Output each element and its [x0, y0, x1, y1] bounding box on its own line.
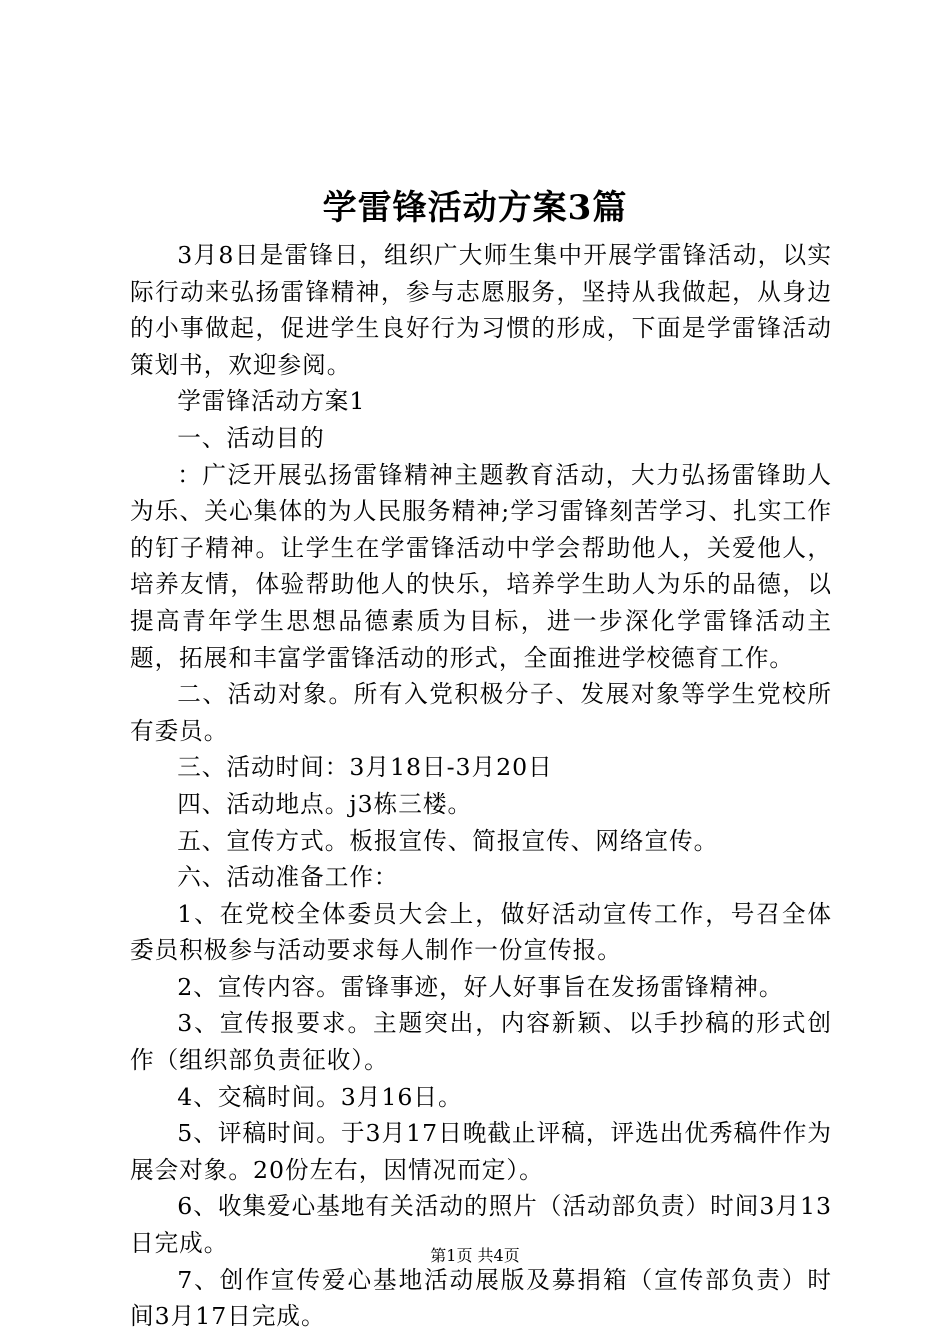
paragraph-plan-heading: 学雷锋活动方案1 [177, 387, 366, 416]
paragraph-item-1: 1、在党校全体委员大会上，做好活动宣传工作，号召全体委员积极参与活动要求每人制作一份宣传报。 [130, 899, 832, 965]
paragraph-target: 二、活动对象。所有入党积极分子、发展对象等学生党校所有委员。 [130, 680, 832, 745]
page-number-footer: 第1页 共4页 [430, 1246, 520, 1265]
paragraph-item-4: 4、交稿时间。3月16日。 [177, 1082, 463, 1111]
document-title: 学雷锋活动方案3篇 [322, 188, 628, 228]
paragraph-item-3: 3、宣传报要求。主题突出，内容新颖、以手抄稿的形式创作（组织部负责征收）。 [130, 1009, 832, 1075]
paragraph-time: 三、活动时间：3月18日-3月20日 [177, 753, 553, 782]
paragraph-preparation: 六、活动准备工作： [177, 863, 399, 892]
paragraph-location: 四、活动地点。j3栋三楼。 [177, 789, 473, 818]
paragraph-purpose-body: ：广泛开展弘扬雷锋精神主题教育活动，大力弘扬雷锋助人为乐、关心集体的为人民服务精神;学习雷锋刻苦学习、扎实工作的钉子精神。让学生在学雷锋活动中学会帮助他人，关爱他人，培养友情，体验帮助他人的快乐，培养学生助人为乐的品德，以提高青年学生思想品德素质为目标，进一步深化学雷锋活动主题，拓展和丰富学雷锋活动的形式，全面推进学校德育工作。 [130, 460, 832, 672]
paragraph-publicity: 五、宣传方式。板报宣传、简报宣传、网络宣传。 [177, 826, 719, 855]
paragraph-section-purpose: 一、活动目的 [177, 423, 325, 452]
paragraph-item-2: 2、宣传内容。雷锋事迹，好人好事旨在发扬雷锋精神。 [177, 972, 784, 1001]
paragraph-item-7: 7、创作宣传爱心基地活动展版及募捐箱（宣传部负责）时间3月17日完成。 [130, 1265, 832, 1331]
paragraph-item-5: 5、评稿时间。于3月17日晚截止评稿，评选出优秀稿件作为展会对象。20份左右，因情况而定）。 [130, 1119, 832, 1184]
document-body [130, 237, 832, 1335]
paragraph-intro: 3月8日是雷锋日，组织广大师生集中开展学雷锋活动，以实际行动来弘扬雷锋精神，参与志愿服务，坚持从我做起，从身边的小事做起，促进学生良好行为习惯的形成，下面是学雷锋活动策划书，欢迎参阅。 [130, 241, 832, 379]
paragraph-item-6: 6、收集爱心基地有关活动的照片（活动部负责）时间3月13日完成。 [130, 1192, 832, 1258]
